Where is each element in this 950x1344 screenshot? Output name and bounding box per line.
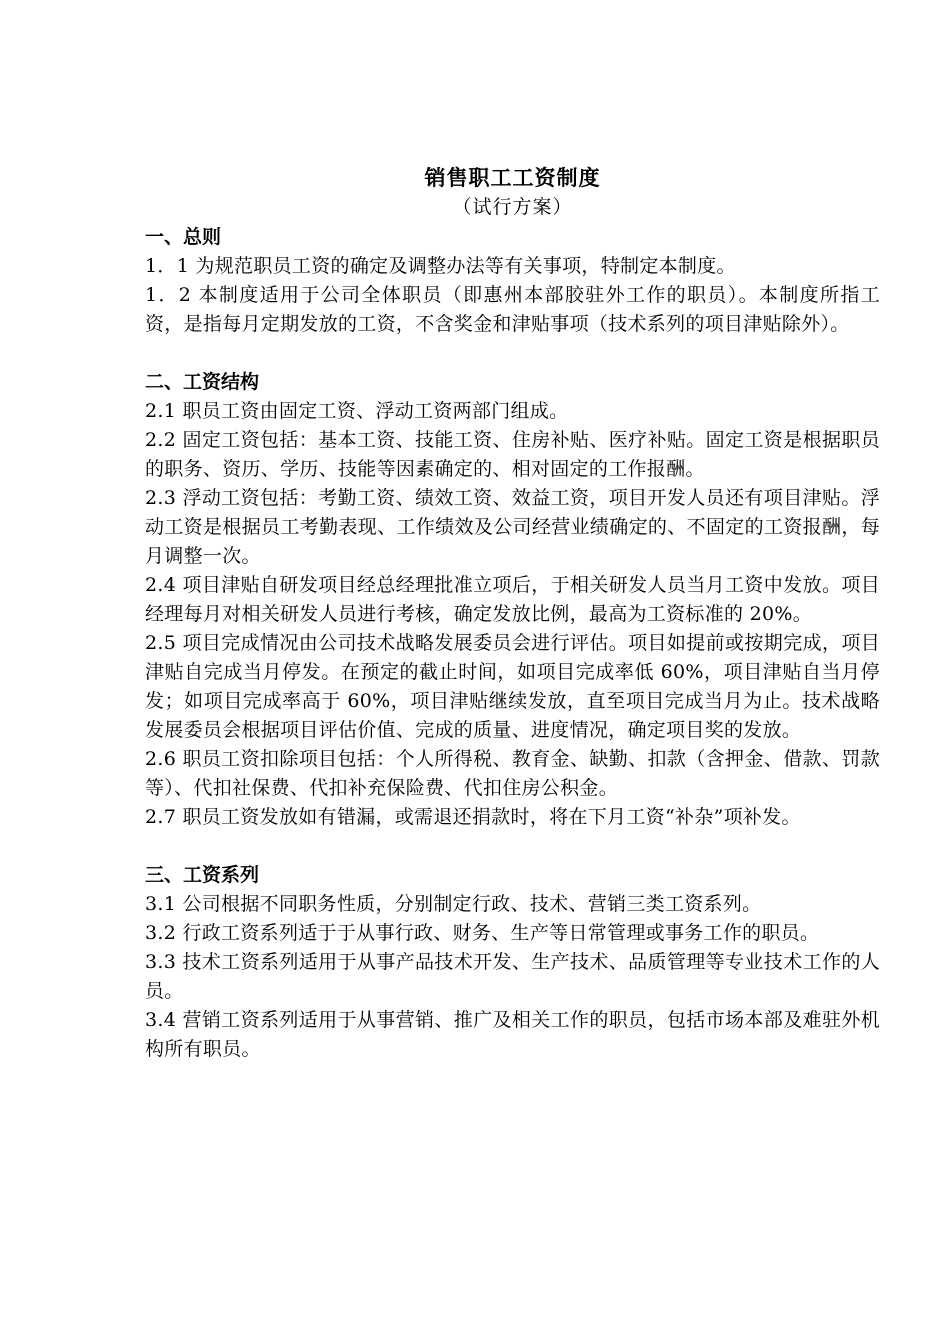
- section-spacer: [145, 832, 880, 861]
- paragraph: 2.4 项目津贴自研发项目经总经理批准立项后，于相关研发人员当月工资中发放。项目经理每月对相关研发人员进行考核，确定发放比例，最高为工资标准的 20%。: [145, 574, 880, 625]
- paragraph: 3.2 行政工资系列适于于从事行政、财务、生产等日常管理或事务工作的职员。: [145, 922, 820, 944]
- paragraph: 3.1 公司根据不同职务性质，分别制定行政、技术、营销三类工资系列。: [145, 893, 762, 915]
- document-subtitle: （试行方案）: [452, 196, 573, 218]
- section-heading: 二、工资结构: [145, 371, 260, 393]
- document-page: [145, 163, 880, 1064]
- section-salary-structure: [145, 368, 880, 832]
- paragraph: 2.2 固定工资包括：基本工资、技能工资、住房补贴、医疗补贴。固定工资是根据职员的职务、资历、学历、技能等因素确定的、相对固定的工作报酬。: [145, 429, 880, 480]
- paragraph: 3.3 技术工资系列适用于从事产品技术开发、生产技术、品质管理等专业技术工作的人员。: [145, 951, 880, 1002]
- paragraph: 1．2 本制度适用于公司全体职员（即惠州本部胶驻外工作的职员）。本制度所指工资，是指每月定期发放的工资，不含奖金和津贴事项（技术系列的项目津贴除外）。: [145, 284, 880, 335]
- paragraph: 2.3 浮动工资包括：考勤工资、绩效工资、效益工资，项目开发人员还有项目津贴。浮动工资是根据员工考勤表现、工作绩效及公司经营业绩确定的、不固定的工资报酬，每月调整一次。: [145, 487, 880, 567]
- paragraph: 2.5 项目完成情况由公司技术战略发展委员会进行评估。项目如提前或按期完成，项目津贴自完成当月停发。在预定的截止时间，如项目完成率低 60%，项目津贴自当月停发；如项目完成率高于 60%，项目津贴继续发放，直至项目完成当月为止。技术战略发展委员会根据项目评估价值、完成的质量、进度情况，确定项目奖的发放。: [145, 632, 880, 741]
- section-heading: 一、总则: [145, 226, 222, 248]
- section-salary-series: [145, 861, 880, 1064]
- paragraph: 3.4 营销工资系列适用于从事营销、推广及相关工作的职员，包括市场本部及难驻外机构所有职员。: [145, 1009, 880, 1060]
- section-spacer: [145, 339, 880, 368]
- paragraph: 2.7 职员工资发放如有错漏，或需退还捐款时，将在下月工资“补杂”项补发。: [145, 806, 801, 828]
- section-general: [145, 223, 880, 339]
- paragraph: 1．1 为规范职员工资的确定及调整办法等有关事项，特制定本制度。: [145, 255, 736, 277]
- document-title: 销售职工工资制度: [424, 166, 601, 190]
- paragraph: 2.6 职员工资扣除项目包括：个人所得税、教育金、缺勤、扣款（含押金、借款、罚款等）、代扣社保费、代扣补充保险费、代扣住房公积金。: [145, 748, 880, 799]
- paragraph: 2.1 职员工资由固定工资、浮动工资两部门组成。: [145, 400, 569, 422]
- section-heading: 三、工资系列: [145, 864, 260, 886]
